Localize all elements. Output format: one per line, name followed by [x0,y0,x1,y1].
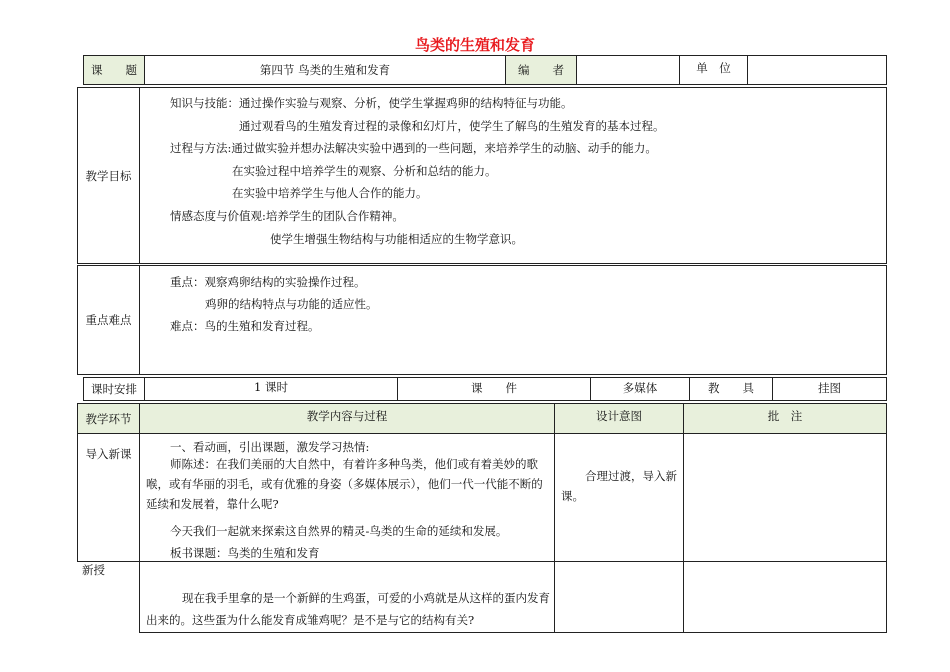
goals-content [139,87,887,264]
intro-line: 一、看动画，引出课题，激发学习热情: [170,440,370,454]
goal-line: 通过观看鸟的生殖发育过程的录像和幻灯片，使学生了解鸟的生殖发育的基本过程。 [239,119,665,133]
goals-label-text: 教学目标 [85,168,132,183]
stage-header-text: 教学环节 [85,411,132,426]
intro-line: 板书课题：鸟类的生殖和发育 [170,546,320,560]
aids-label-text: 教 具 [708,381,754,395]
new-lesson-intent [554,561,684,633]
aids-label [689,377,773,401]
topic-value [144,55,506,85]
topic-label [83,55,145,85]
intro-paragraph: 师陈述：在我们美丽的大自然中，有着许多种鸟类，他们或有着美妙的歌喉，或有华丽的羽毛，或有优雅的身姿（多媒体展示），他们一代一代能不断的延续和发展着，靠什么呢? [146,457,543,511]
aids-value [772,377,887,401]
focus-line: 重点：观察鸡卵结构的实验操作过程。 [170,275,366,289]
new-lesson-stage-text: 新授 [82,563,105,577]
new-lesson-notes [683,561,887,633]
focus-line: 鸡卵的结构特点与功能的适应性。 [205,297,378,311]
intro-intent [554,433,684,562]
intro-stage [77,433,140,562]
content-header-text: 教学内容与过程 [306,409,388,423]
editor-label-text: 编 者 [518,63,564,77]
intro-content [139,433,555,562]
goals-label [77,87,140,264]
courseware-value [590,377,690,401]
focus-label-text: 重点难点 [85,313,132,327]
intent-header-text: 设计意图 [596,409,642,423]
aids-value-text: 挂图 [818,381,841,395]
schedule-label [83,377,145,401]
schedule-hours-text: 1 课时 [254,380,288,394]
new-lesson-stage [82,562,105,578]
editor-value [576,55,680,85]
schedule-hours [144,377,398,401]
unit-label-text: 单 位 [696,61,731,75]
goal-line: 过程与方法:通过做实验并想办法解决实验中遇到的一些问题，来培养学生的动脑、动手的能力。 [170,141,657,155]
topic-label-text: 课 题 [91,63,137,77]
notes-header [683,403,887,434]
intro-line: 今天我们一起就来探索这自然界的精灵-鸟类的生命的延续和发展。 [170,524,508,538]
unit-value [747,55,887,85]
focus-content [139,265,887,375]
unit-label [679,55,748,85]
goal-line: 知识与技能：通过操作实验与观察、分析，使学生掌握鸡卵的结构特征与功能。 [170,96,573,110]
focus-label [77,265,140,375]
stage-header [77,403,140,434]
courseware-label [397,377,591,401]
editor-label [505,55,577,85]
goal-line: 在实验过程中培养学生的观察、分析和总结的能力。 [232,164,497,178]
notes-header-text: 批 注 [767,409,803,423]
new-lesson-paragraph: 现在我手里拿的是一个新鲜的生鸡蛋，可爱的小鸡就是从这样的蛋内发育出来的。这些蛋为什么能发育成雏鸡呢？是不是与它的结构有关? [146,591,550,627]
schedule-label-text: 课时安排 [91,382,137,396]
courseware-value-text: 多媒体 [622,381,658,395]
new-lesson-content [139,561,555,633]
focus-line: 难点：鸟的生殖和发育过程。 [170,319,320,333]
content-header [139,403,555,434]
topic-value-text: 第四节 鸟类的生殖和发育 [259,63,391,77]
goal-line: 使学生增强生物结构与功能相适应的生物学意识。 [270,232,523,246]
page-title: 鸟类的生殖和发育 [414,36,535,54]
goal-line: 在实验中培养学生与他人合作的能力。 [232,186,428,200]
intro-intent-text: 合理过渡，导入新课。 [561,469,677,503]
intent-header [554,403,684,434]
intro-notes [683,433,887,562]
goal-line: 情感态度与价值观:培养学生的团队合作精神。 [170,209,404,223]
courseware-label-text: 课 件 [471,381,517,395]
intro-stage-text: 导入新课 [85,447,132,461]
